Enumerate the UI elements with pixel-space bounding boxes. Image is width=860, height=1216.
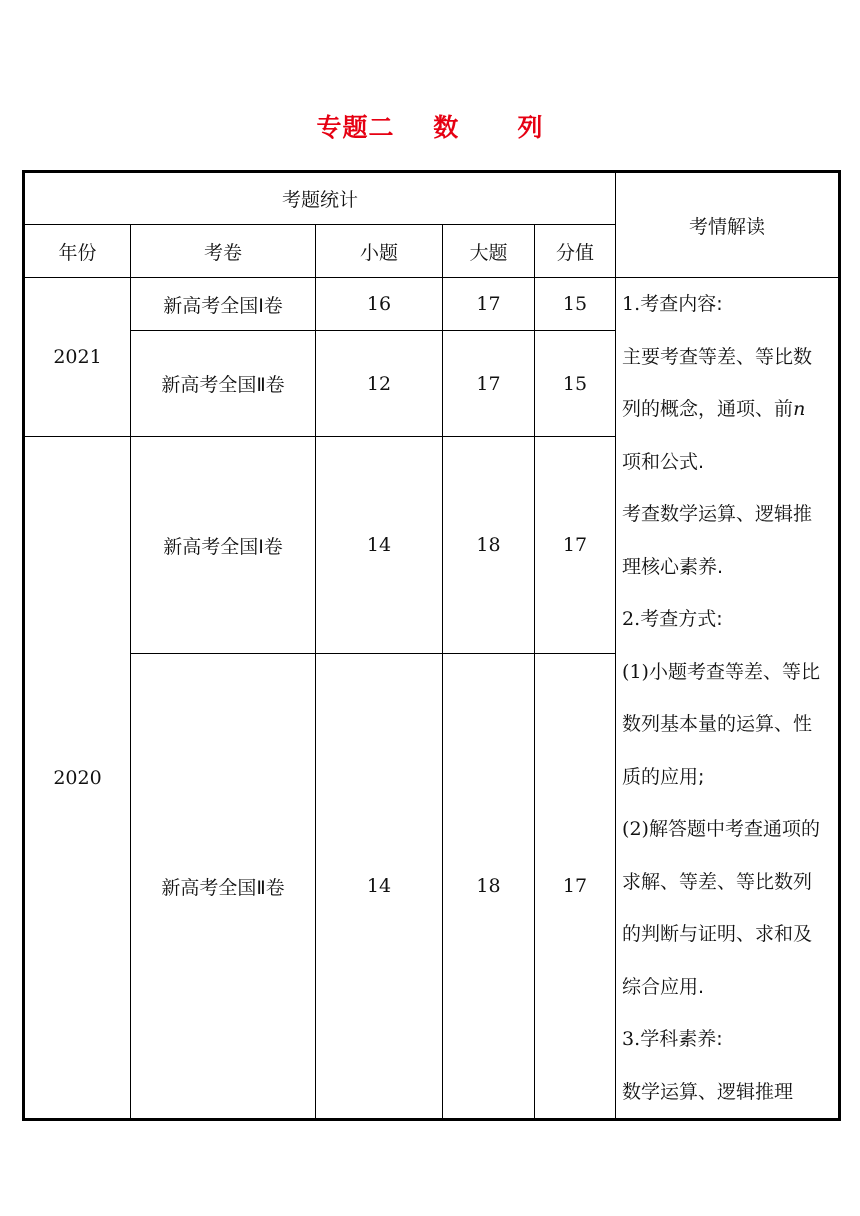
- col-header-year: 年份: [24, 225, 131, 278]
- paper-cell: 新高考全国Ⅱ卷: [131, 331, 316, 437]
- analysis-line: 理核心素养.: [622, 555, 724, 578]
- score-cell: 17: [535, 437, 616, 654]
- analysis-line: (1)小题考查等差、等比: [622, 660, 820, 683]
- col-header-small-question: 小题: [316, 225, 443, 278]
- analysis-line: 1.考查内容:: [622, 293, 723, 315]
- analysis-header: 考情解读: [616, 172, 840, 278]
- analysis-line: 数列基本量的运算、性: [622, 713, 813, 735]
- analysis-content: [616, 278, 840, 1120]
- analysis-line: 的判断与证明、求和及: [622, 923, 813, 945]
- analysis-line: 考查数学运算、逻辑推: [622, 503, 813, 525]
- small-question-cell: 14: [316, 654, 443, 1120]
- col-header-paper: 考卷: [131, 225, 316, 278]
- analysis-line: 主要考查等差、等比数: [622, 345, 813, 368]
- score-cell: 17: [535, 654, 616, 1120]
- analysis-line: 3.学科素养:: [622, 1028, 723, 1050]
- big-question-cell: 17: [443, 331, 535, 437]
- table-row: [24, 278, 840, 331]
- paper-cell: 新高考全国Ⅰ卷: [131, 278, 316, 331]
- big-question-cell: 18: [443, 654, 535, 1120]
- analysis-line: 项和公式.: [622, 450, 705, 473]
- analysis-line: 求解、等差、等比数列: [622, 870, 813, 893]
- analysis-line: 综合应用.: [622, 975, 705, 998]
- analysis-line: 数学运算、逻辑推理: [622, 1080, 794, 1103]
- paper-cell: 新高考全国Ⅰ卷: [131, 437, 316, 654]
- score-cell: 15: [535, 331, 616, 437]
- analysis-line: 质的应用;: [622, 765, 705, 788]
- year-cell-2020: 2020: [24, 437, 131, 1120]
- analysis-line: 2.考查方式:: [622, 608, 723, 630]
- group-header-exam-stats: 考题统计: [24, 172, 616, 225]
- small-question-cell: 16: [316, 278, 443, 331]
- big-question-cell: 18: [443, 437, 535, 654]
- header-row-group: [24, 172, 840, 225]
- small-question-cell: 12: [316, 331, 443, 437]
- score-cell: 15: [535, 278, 616, 331]
- analysis-line: 列的概念，通项、前n: [622, 398, 806, 420]
- paper-cell: 新高考全国Ⅱ卷: [131, 654, 316, 1120]
- year-cell-2021: 2021: [24, 278, 131, 437]
- analysis-line: (2)解答题中考查通项的: [622, 818, 820, 840]
- col-header-big-question: 大题: [443, 225, 535, 278]
- page-title: 专题二 数 列: [316, 113, 544, 142]
- big-question-cell: 17: [443, 278, 535, 331]
- exam-statistics-table: [22, 170, 841, 1121]
- small-question-cell: 14: [316, 437, 443, 654]
- col-header-score: 分值: [535, 225, 616, 278]
